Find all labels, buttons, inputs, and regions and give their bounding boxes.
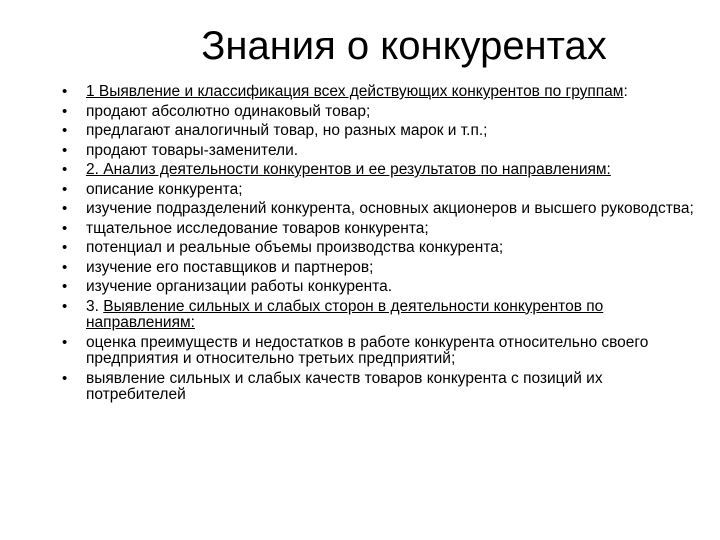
list-item-text: потенциал и реальные объемы производства конкурента; bbox=[86, 239, 504, 256]
list-item-text: изучение подразделений конкурента, основных акционеров и высшего руководства; bbox=[86, 200, 694, 217]
list-item bbox=[62, 279, 702, 296]
bullet-icon: • bbox=[62, 219, 68, 237]
list-item-text: описание конкурента; bbox=[86, 180, 243, 198]
list-item bbox=[62, 84, 702, 101]
bullet-icon: • bbox=[62, 141, 68, 159]
list-item-heading: 2. Анализ деятельности конкурентов и ее результатов по направлениям: bbox=[86, 161, 611, 178]
list-item bbox=[62, 143, 702, 160]
bullet-icon: • bbox=[62, 278, 68, 295]
bullet-icon: • bbox=[62, 200, 68, 217]
list-item bbox=[62, 162, 702, 179]
list-item-text: изучение его поставщиков и партнеров; bbox=[86, 258, 374, 276]
list-item bbox=[62, 104, 702, 121]
list-item-text: выявление сильных и слабых качеств товаров конкурента с позиций их потребителей bbox=[86, 369, 603, 403]
bullet-list bbox=[62, 84, 702, 407]
bullet-icon: • bbox=[62, 122, 68, 139]
bullet-icon: • bbox=[62, 161, 68, 178]
list-item-prefix: 3. bbox=[86, 297, 104, 315]
list-item-text: продают абсолютно одинаковый товар; bbox=[86, 102, 371, 120]
bullet-icon: • bbox=[62, 239, 68, 256]
list-item bbox=[62, 182, 702, 199]
bullet-icon: • bbox=[62, 369, 68, 387]
slide-title: Знания о конкурентах bbox=[201, 24, 607, 68]
list-item-text: изучение организации работы конкурента. bbox=[86, 278, 393, 295]
list-item-text: : bbox=[623, 83, 628, 100]
list-item bbox=[62, 123, 702, 140]
list-item bbox=[62, 221, 702, 238]
list-item-text: продают товары-заменители. bbox=[86, 141, 299, 159]
list-item-heading: Выявление сильных и слабых сторон в деятельности конкурентов по направлениям: bbox=[86, 297, 604, 331]
list-item bbox=[62, 299, 702, 332]
list-item bbox=[62, 201, 702, 218]
bullet-icon: • bbox=[62, 333, 68, 351]
list-item bbox=[62, 260, 702, 277]
bullet-icon: • bbox=[62, 102, 68, 120]
list-item bbox=[62, 335, 702, 368]
bullet-icon: • bbox=[62, 258, 68, 276]
list-item-text: оценка преимуществ и недостатков в работе конкурента относительно своего предприятия и относительно третьих предприятий; bbox=[86, 333, 649, 367]
list-item bbox=[62, 240, 702, 257]
list-item bbox=[62, 371, 702, 404]
bullet-icon: • bbox=[62, 83, 68, 100]
list-item-text: тщательное исследование товаров конкурента; bbox=[86, 219, 429, 237]
list-item-heading: 1 Выявление и классификация всех действующих конкурентов по группам bbox=[86, 83, 624, 100]
bullet-icon: • bbox=[62, 180, 68, 198]
list-item-text: предлагают аналогичный товар, но разных марок и т.п.; bbox=[86, 122, 488, 139]
bullet-icon: • bbox=[62, 297, 68, 315]
